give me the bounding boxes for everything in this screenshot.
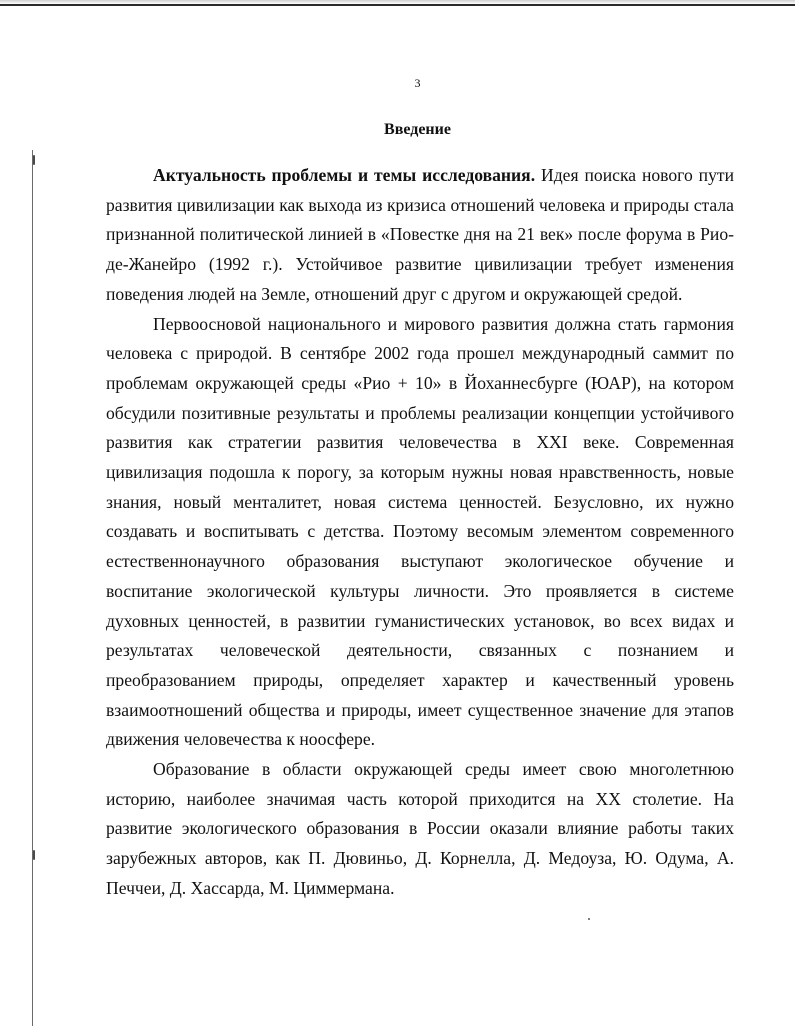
document-body	[106, 161, 734, 904]
binding-edge	[32, 150, 33, 1026]
binding-mark	[33, 850, 35, 860]
paragraph-lead: Актуальность проблемы и темы исследования.	[153, 165, 536, 185]
scan-speck	[588, 918, 590, 920]
paragraph-history: Образование в области окружающей среды имеет свою многолетнюю историю, наиболее значимая часть которой приходится на XX столетие. На развитие экологического образования в России оказали влияние работы таких зарубежных авторов, как П. Дювиньо, Д. Корнелла, Д. Медоуза, Ю. Одума, А. Печчеи, Д. Хассарда, М. Циммермана.	[106, 759, 734, 898]
paragraph-harmony: Первоосновой национального и мирового развития должна стать гармония человека с природой. В сентябре 2002 года прошел международный саммит по проблемам окружающей среды «Рио + 10» в Йоханнесбурге (ЮАР), на котором обсудили позитивные результаты и проблемы реализации концепции устойчивого развития как стратегии развития человечества в XXI веке. Современная цивилизация подошла к порогу, за которым нужны новая нравственность, новые знания, новый менталитет, новая система ценностей. Безусловно, их нужно создавать и воспитывать с детства. Поэтому весомым элементом современного естественнонаучного образования выступают экологическое обучение и воспитание экологической культуры личности. Это проявляется в системе духовных ценностей, в развитии гуманистических установок, во всех видах и результатах человеческой деятельности, связанных с познанием и преобразованием природы, определяет характер и качественный уровень взаимоотношений общества и природы, имеет существенное значение для этапов движения человечества к ноосфере.	[106, 313, 734, 750]
scan-top-edge	[0, 4, 795, 6]
page-title: Введение	[384, 121, 451, 138]
paragraph-relevance	[106, 161, 734, 310]
paragraph-text: Идея поиска нового пути развития цивилизации как выхода из кризиса отношений человека и природы стала признанной политической линией в «Повестке дня на 21 век» после форума в Рио-де-Жанейро (1992 г.). Устойчивое развитие цивилизации требует изменения поведения людей на Земле, отношений друг с другом и окружающей средой.	[106, 165, 734, 304]
binding-mark	[33, 155, 35, 165]
page-number: 3	[414, 76, 421, 90]
